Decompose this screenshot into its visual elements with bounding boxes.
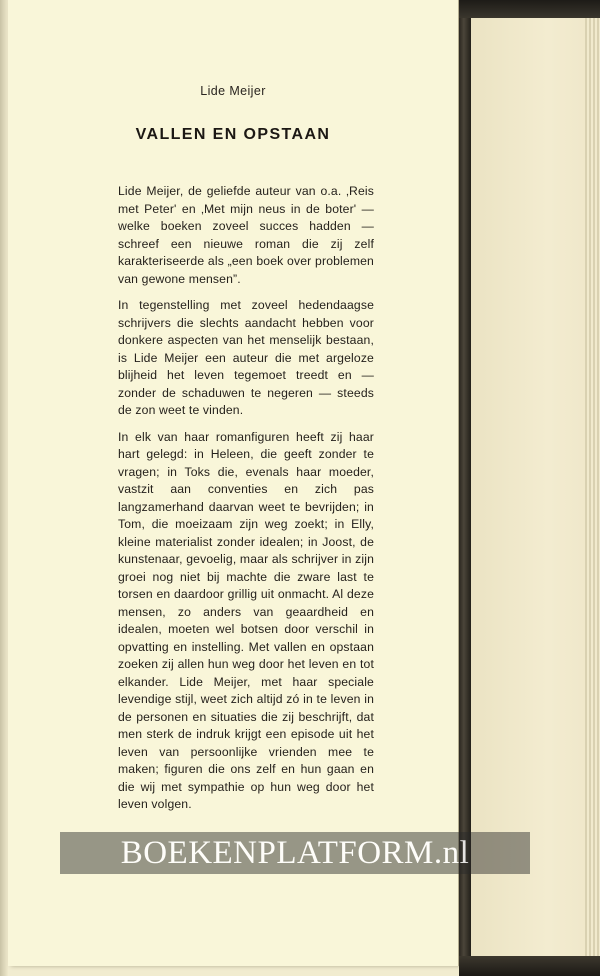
blurb-text: [118, 183, 374, 823]
book-board-bottom: [459, 956, 600, 976]
blurb-paragraph-1: Lide Meijer, de geliefde auteur van o.a. ‚Reis met Peter' en ‚Met mijn neus in de boter' — welke boeken zoveel succes hadden — schreef een nieuwe roman die zij zelf karakteriseerde als „een boek over problemen van gewone mensen”.: [118, 184, 374, 286]
endpaper: [471, 18, 600, 956]
book-board-edge: [459, 0, 471, 976]
watermark: BOEKENPLATFORM.nl: [60, 832, 530, 874]
book-board-top: [459, 0, 600, 18]
book-title: VALLEN EN OPSTAAN: [135, 126, 331, 143]
author-name: Lide Meijer: [200, 84, 266, 98]
scan-margin: [0, 0, 8, 976]
page-edges: [585, 18, 600, 956]
blurb-paragraph-2: In tegenstelling met zoveel hedendaagse schrijvers die slechts aandacht hebben voor donkere aspecten van het menselijk bestaan, is Lide Meijer een auteur die met argeloze blijheid het leven tegemoet treedt en — zonder de schaduwen te negeren — steeds de zon weet te vinden.: [118, 298, 374, 417]
blurb-paragraph-3: In elk van haar romanfiguren heeft zij haar hart gelegd: in Heleen, die geeft zonder te vragen; in Toks die, evenals haar moeder, vastzit aan conventies en zich pas langzamerhand daarvan weet te bevrijden; in Tom, die moeizaam zijn weg zoekt; in Elly, kleine materialist zonder idealen; in Joost, de kunstenaar, gevoelig, maar als schrijver in zijn groei nog niet bij machte die zware last te torsen en daardoor grillig uit onmacht. Al deze mensen, zo anders van geaardheid en idealen, moeten wel botsen door verschil in opvatting en instelling. Met vallen en opstaan zoeken zij allen hun weg door het leven en tot elkander. Lide Meijer, met haar speciale levendige stijl, weet zich altijd zó in te leven in de personen en situaties die zij beschrijft, dat men sterk de indruk krijgt een episode uit het leven van persoonlijke vrienden mee te maken; figuren die ons zelf en hun gaan en die wij met sympathie op hun weg door het leven volgen.: [118, 429, 374, 811]
